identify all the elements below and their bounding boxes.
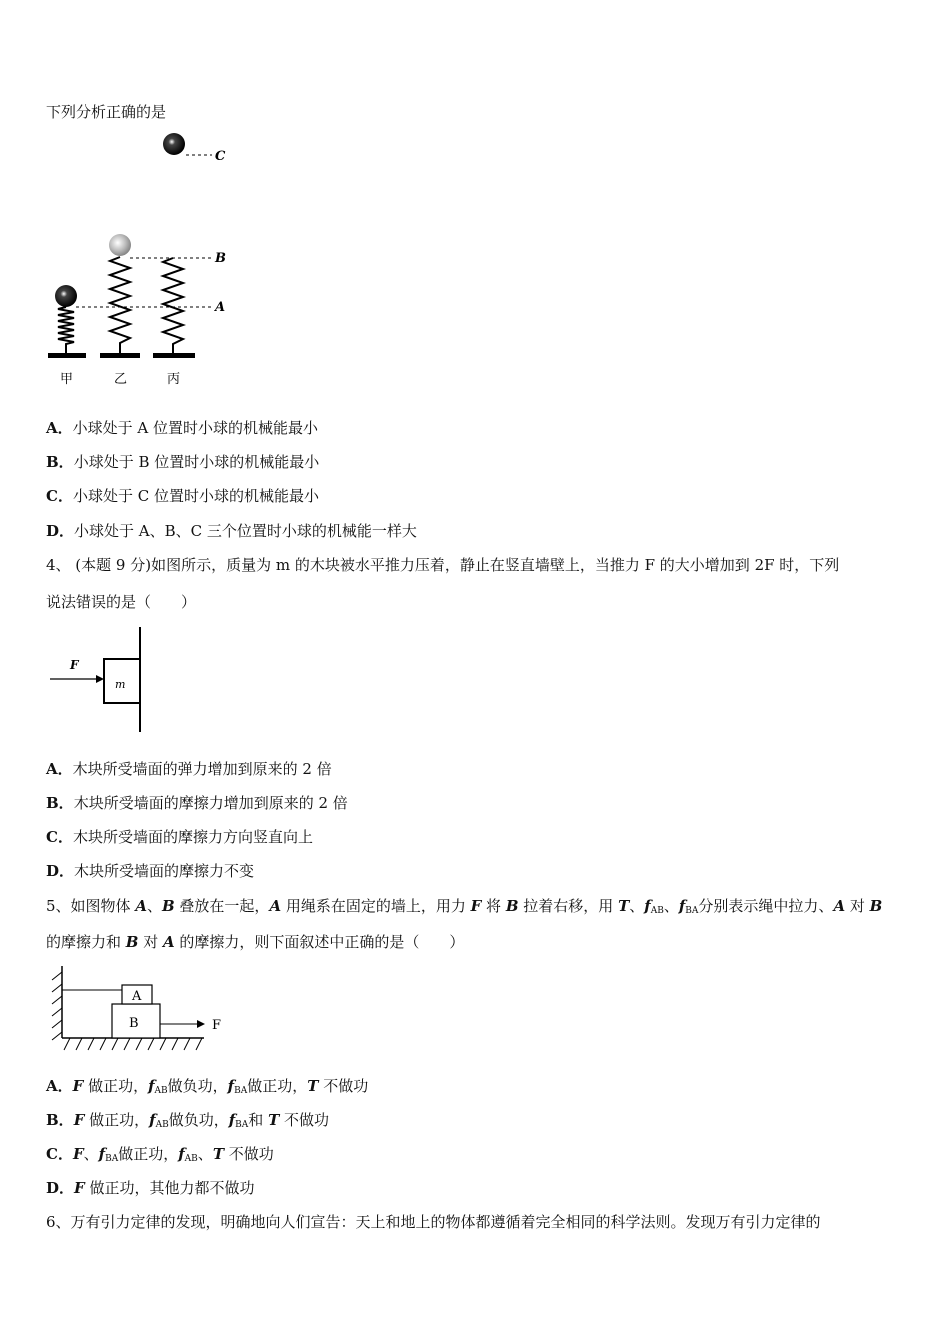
q4-option-b: B．木块所受墙面的摩擦力增加到原来的 2 倍 xyxy=(46,794,348,812)
label-c: C xyxy=(215,149,226,164)
q5-option-c: C．F、$f_{BA}$做正功，$f_{AB}$、T 不做功 xyxy=(46,1145,274,1164)
label-b: B xyxy=(215,251,226,266)
ball-yi xyxy=(109,234,131,256)
intro-text: 下列分析正确的是 xyxy=(46,103,167,121)
q4-option-a: A．木块所受墙面的弹力增加到原来的 2 倍 xyxy=(46,760,332,778)
q3-option-d: D．小球处于 A、B、C 三个位置时小球的机械能一样大 xyxy=(46,522,417,540)
q4-option-d: D．木块所受墙面的摩擦力不变 xyxy=(46,862,255,880)
q4-stem-line1: 4、 (本题 9 分)如图所示，质量为 m 的木块被水平推力压着，静止在竖直墙壁上，当推力 F 的大小增加到 2F 时，下列 xyxy=(46,556,840,574)
q3-option-c: C．小球处于 C 位置时小球的机械能最小 xyxy=(46,487,319,505)
block-wall-figure xyxy=(44,627,146,735)
stacked-blocks-figure xyxy=(44,964,234,1059)
q5-option-d: D．F 做正功，其他力都不做功 xyxy=(46,1179,255,1197)
caption-jia: 甲 xyxy=(60,372,74,387)
force-f-label: F xyxy=(212,1018,222,1033)
q6-stem: 6、万有引力定律的发现，明确地向人们宣告：天上和地上的物体都遵循着完全相同的科学法则。发现万有引力定律的 xyxy=(46,1213,821,1231)
ball-c xyxy=(163,133,185,155)
q4-option-c: C．木块所受墙面的摩擦力方向竖直向上 xyxy=(46,828,313,846)
q5-option-b: B．F 做正功，$f_{AB}$做负功，$f_{BA}$和 T 不做功 xyxy=(46,1111,330,1130)
force-label: F xyxy=(70,658,79,672)
q4-stem-line2: 说法错误的是（ ） xyxy=(46,593,197,611)
block-a-label: A xyxy=(132,989,142,1004)
label-a: A xyxy=(215,300,226,315)
q5-stem-line1: 5、如图物体 A、B 叠放在一起，A 用绳系在固定的墙上，用力 F 将 B 拉着右移，用 T、$f_{AB}$、$f_{BA}$分别表示绳中拉力、A 对 B xyxy=(46,897,883,916)
caption-bing: 丙 xyxy=(167,372,181,387)
caption-yi: 乙 xyxy=(114,372,128,387)
spring-figure xyxy=(40,125,240,390)
q5-stem-line2: 的摩擦力和 B 对 A 的摩擦力，则下面叙述中正确的是（ ） xyxy=(46,933,465,951)
block-b-label: B xyxy=(129,1016,139,1031)
mass-label: m xyxy=(115,678,126,691)
q3-option-b: B．小球处于 B 位置时小球的机械能最小 xyxy=(46,453,320,471)
ball-jia xyxy=(55,285,77,307)
q5-option-a: A．F 做正功，$f_{AB}$做负功，$f_{BA}$做正功，T 不做功 xyxy=(46,1077,369,1096)
q3-option-a: A．小球处于 A 位置时小球的机械能最小 xyxy=(46,419,319,437)
